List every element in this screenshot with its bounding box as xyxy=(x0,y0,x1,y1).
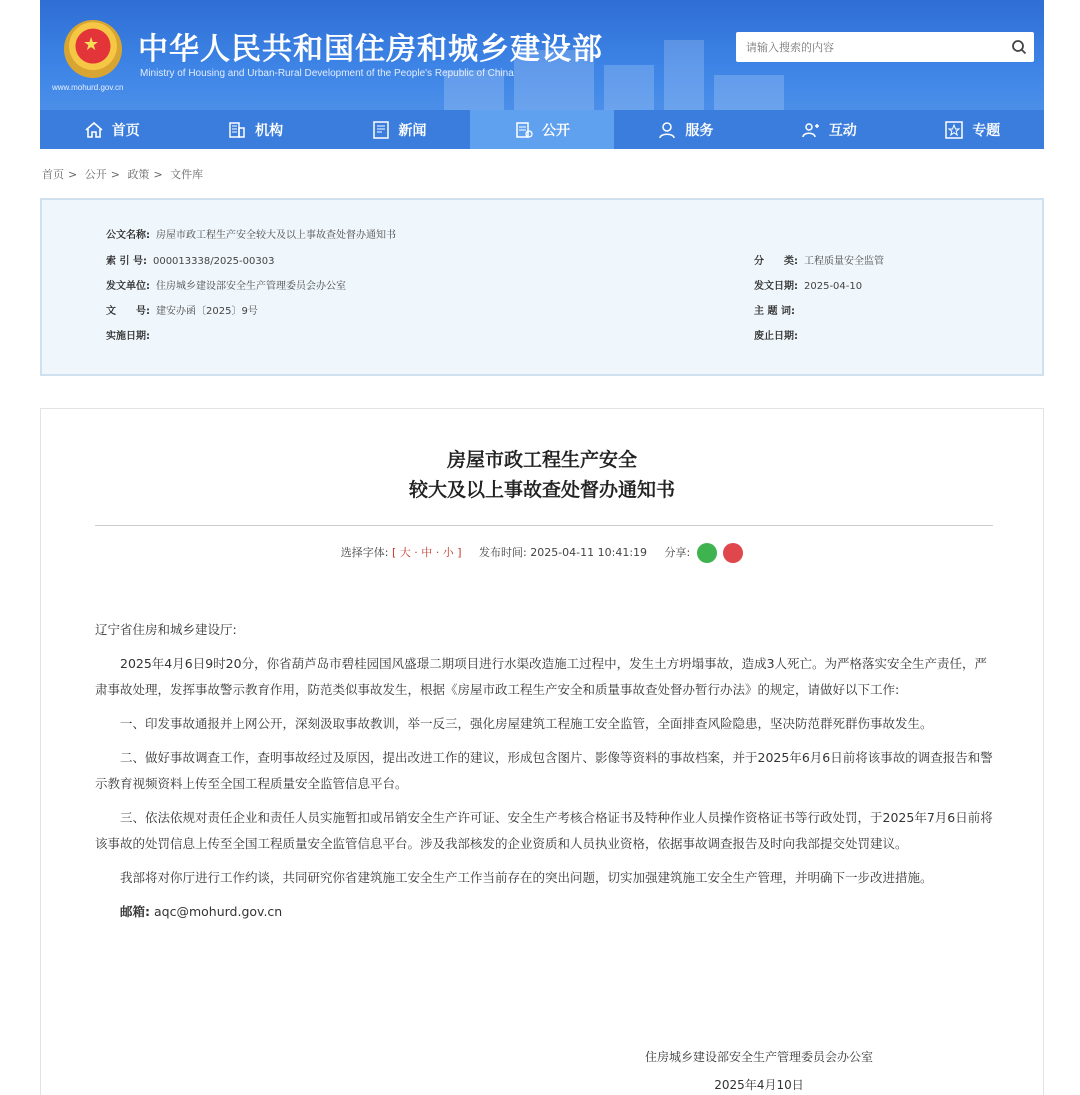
breadcrumb xyxy=(42,166,207,182)
document-meta-box xyxy=(40,198,1044,376)
nav-item-label: 首页 xyxy=(111,122,140,139)
search-input[interactable] xyxy=(736,41,1004,54)
salutation: 辽宁省住房和城乡建设厅: xyxy=(95,622,237,637)
share-label: 分享: xyxy=(664,546,691,559)
main-nav xyxy=(40,110,1044,149)
publish-time: 2025-04-11 10:41:19 xyxy=(530,546,648,559)
nav-item-interact[interactable] xyxy=(757,110,900,149)
meta-value: 房屋市政工程生产安全较大及以上事故查处督办通知书 xyxy=(156,230,396,241)
weibo-icon[interactable] xyxy=(723,543,743,563)
search-icon[interactable] xyxy=(1004,32,1034,62)
meta-label: 实施日期: xyxy=(106,331,150,342)
meta-topic xyxy=(754,302,801,317)
signature-org: 住房城乡建设部安全生产管理委员会办公室 xyxy=(645,1050,874,1064)
meta-value: 建安办函〔2025〕9号 xyxy=(156,306,258,317)
article-panel xyxy=(40,408,1044,1095)
meta-value: 住房城乡建设部安全生产管理委员会办公室 xyxy=(156,281,346,292)
people-icon xyxy=(801,120,821,140)
breadcrumb-policy[interactable]: 政策 xyxy=(127,168,150,181)
meta-label: 废止日期: xyxy=(754,331,798,342)
title-divider xyxy=(95,525,993,526)
nav-item-label: 互动 xyxy=(828,122,857,139)
breadcrumb-library[interactable]: 文件库 xyxy=(170,168,204,181)
nav-item-topic[interactable] xyxy=(901,110,1044,149)
publish-time-label: 发布时间: xyxy=(479,546,527,559)
breadcrumb-separator: > xyxy=(153,168,163,181)
search-box xyxy=(736,32,1034,62)
star-icon xyxy=(944,120,964,140)
article-body xyxy=(95,617,997,933)
site-title[interactable]: 中华人民共和国住房和城乡建设部 xyxy=(138,32,603,67)
home-icon xyxy=(84,120,104,140)
meta-label: 发文单位: xyxy=(106,281,150,292)
article-tools xyxy=(41,543,1043,563)
nav-item-service[interactable] xyxy=(614,110,757,149)
meta-label: 文 号: xyxy=(106,306,150,317)
meta-doc-number xyxy=(106,302,258,317)
document-icon xyxy=(514,120,534,140)
meta-doc-name xyxy=(106,226,396,241)
nav-item-label: 公开 xyxy=(541,122,570,139)
meta-category xyxy=(754,252,884,267)
nav-item-label: 专题 xyxy=(972,122,1001,139)
paragraph: 二、做好事故调查工作，查明事故经过及原因，提出改进工作的建议，形成包含图片、影像等资料的事故档案，并于2025年6月6日前将该事故的调查报告和警示教育视频资料上传至全国工程质量安全监管信息平台。 xyxy=(95,750,993,791)
meta-impl-date xyxy=(106,327,156,342)
nav-item-org[interactable] xyxy=(183,110,326,149)
meta-label: 索 引 号: xyxy=(106,256,147,267)
meta-expire-date xyxy=(754,327,804,342)
paragraph: 2025年4月6日9时20分，你省葫芦岛市碧桂园国风盛璟二期项目进行水渠改造施工过程中，发生土方坍塌事故，造成3人死亡。为严格落实安全生产责任，严肃事故处理，发挥事故警示教育作用，防范类似事故发生，根据《房屋市政工程生产安全和质量事故查处督办暂行办法》的规定，请做好以下工作: xyxy=(95,656,988,697)
meta-label: 分 类: xyxy=(754,256,798,267)
meta-index-no xyxy=(106,252,274,267)
nav-item-label: 服务 xyxy=(685,122,714,139)
meta-label: 发文日期: xyxy=(754,281,798,292)
national-emblem-icon[interactable]: ★ xyxy=(64,20,122,78)
article-title-line1: 房屋市政工程生产安全 xyxy=(446,449,637,471)
breadcrumb-separator: > xyxy=(110,168,120,181)
meta-value: 工程质量安全监管 xyxy=(804,256,884,267)
wechat-icon[interactable] xyxy=(697,543,717,563)
nav-item-public[interactable] xyxy=(470,110,613,149)
signature-block xyxy=(645,1043,873,1095)
nav-item-news[interactable] xyxy=(327,110,470,149)
meta-label: 主 题 词: xyxy=(754,306,795,317)
email-line xyxy=(95,899,997,925)
meta-label: 公文名称: xyxy=(106,230,150,241)
news-icon xyxy=(371,120,391,140)
meta-issuer xyxy=(106,277,346,292)
site-subtitle: Ministry of Housing and Urban-Rural Development of the People's Republic of China xyxy=(140,68,514,79)
breadcrumb-home[interactable]: 首页 xyxy=(42,168,64,181)
paragraph: 我部将对你厅进行工作约谈，共同研究你省建筑施工安全生产工作当前存在的突出问题，切实加强建筑施工安全生产管理，并明确下一步改进措施。 xyxy=(120,870,933,885)
article-title-line2: 较大及以上事故查处督办通知书 xyxy=(408,479,675,501)
nav-item-label: 机构 xyxy=(255,122,284,139)
paragraph: 一、印发事故通报并上网公开，深刻汲取事故教训，举一反三，强化房屋建筑工程施工安全监管，全面排查风险隐患，坚决防范群死群伤事故发生。 xyxy=(120,716,933,731)
meta-value: 2025-04-10 xyxy=(804,281,863,292)
signature-date: 2025年4月10日 xyxy=(714,1078,804,1092)
site-url: www.mohurd.gov.cn xyxy=(52,83,124,92)
meta-value: 000013338/2025-00303 xyxy=(152,256,275,267)
nav-item-label: 新闻 xyxy=(398,122,427,139)
building-icon xyxy=(227,120,247,140)
site-header xyxy=(40,0,1044,110)
email-label: 邮箱: xyxy=(120,904,150,919)
nav-item-home[interactable] xyxy=(40,110,183,149)
paragraph: 三、依法依规对责任企业和责任人员实施暂扣或吊销安全生产许可证、安全生产考核合格证书及特种作业人员操作资格证书等行政处罚，于2025年7月6日前将该事故的处罚信息上传至全国工程质量安全监管信息平台。涉及我部核发的企业资质和人员执业资格，依据事故调查报告及时向我部提交处罚建议。 xyxy=(95,810,993,851)
person-icon xyxy=(657,120,677,140)
meta-issue-date xyxy=(754,277,862,292)
font-size-label: 选择字体: xyxy=(340,546,389,559)
font-size-selector[interactable]: [ 大 · 中 · 小 ] xyxy=(391,546,462,559)
breadcrumb-public[interactable]: 公开 xyxy=(84,168,107,181)
breadcrumb-separator: > xyxy=(68,168,78,181)
email-link[interactable]: aqc@mohurd.gov.cn xyxy=(153,904,283,919)
